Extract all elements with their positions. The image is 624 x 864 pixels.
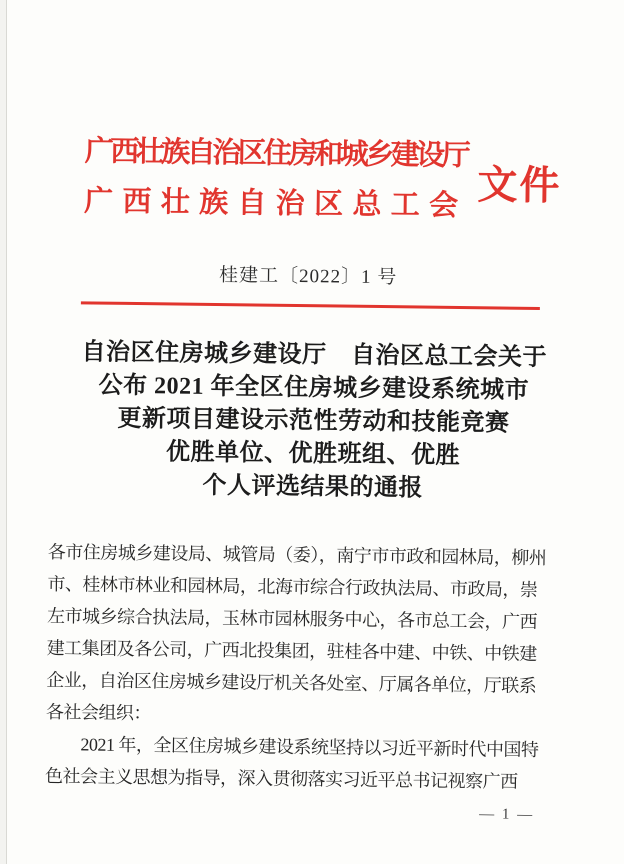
doc-type-label: 文件 [477, 161, 562, 208]
agency-name-trade-union: 广西壮族自治区总工会 [83, 185, 459, 222]
body-line: 左市城乡综合执法局，玉林市园林服务中心，各市总工会，广西 [46, 605, 538, 632]
title-line: 公布 2021 年全区住房城乡建设系统城市 [98, 372, 530, 404]
document-title [20, 336, 606, 508]
issuing-agencies [84, 126, 468, 231]
red-letterhead [84, 126, 562, 232]
doc-number: 桂建工〔2022〕1 号 [218, 265, 398, 289]
title-line: 更新项目建设示范性劳动和技能竞赛 [117, 405, 510, 437]
title-line: 个人评选结果的通报 [202, 472, 424, 502]
body-line: 各市住房城乡建设局、城管局（委），南宁市市政和园林局，柳州 [47, 541, 547, 569]
page-number: — 1 — [479, 806, 535, 823]
title-line: 优胜单位、优胜班组、优胜 [165, 439, 461, 470]
body-line: 企业，自治区住房城乡建设厅机关各处室、厅属各单位，厅联系 [46, 669, 537, 696]
body-text [45, 536, 568, 798]
body-line: 2021 年，全区住房城乡建设系统坚持以习近平新时代中国特 [45, 733, 539, 760]
body-line: 建工集团及各公司，广西北投集团，驻桂各中建、中铁、中铁建 [46, 637, 537, 664]
body-line: 市、桂林市林业和园林局，北海市综合行政执法局、市政局，崇 [47, 573, 538, 600]
agency-name-housing-dept: 广西壮族自治区住房和城乡建设厅 [84, 135, 468, 173]
red-separator-line [81, 301, 540, 310]
title-line: 自治区住房城乡建设厅 自治区总工会关于 [81, 339, 548, 372]
body-line: 各社会组织： [45, 701, 152, 724]
body-line: 色社会主义思想为指导，深入贯彻落实习近平总书记视察广西 [44, 765, 518, 792]
